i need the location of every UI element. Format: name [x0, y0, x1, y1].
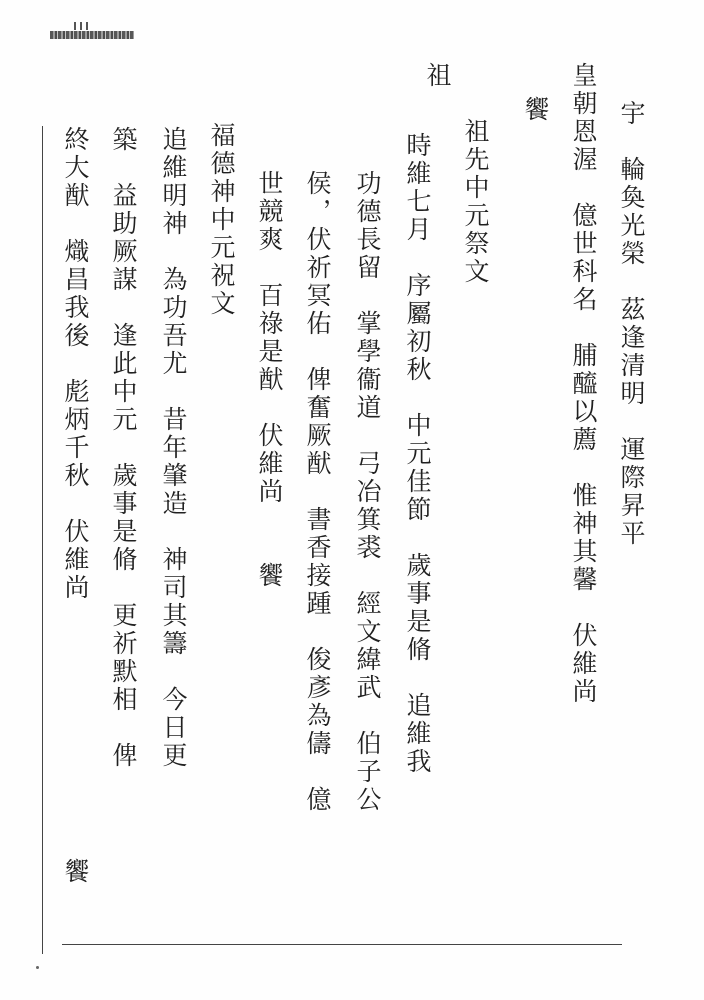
text-column-6: 時維七月 序屬初秋 中元佳節 歲事是脩 追維我: [403, 132, 432, 776]
text-column-7: 功德長留 掌學衞道 弓冶箕裘 經文緯武 伯子公: [353, 170, 382, 814]
text-column-10: 福德神中元祝文: [207, 122, 236, 318]
ink-speck: [36, 966, 39, 969]
margin-rule-bottom: [62, 944, 622, 945]
text-column-3: 饗: [521, 96, 550, 124]
text-column-12: 築 益助厥謀 逢此中元 歲事是脩 更祈默相 俾: [109, 126, 138, 770]
margin-rule-left: [42, 126, 43, 954]
header-tick: [86, 22, 88, 30]
text-column-1: 宇 輪奐光榮 茲逢清明 運際昇平: [617, 100, 646, 548]
text-column-9: 世競爽 百祿是猷 伏維尚 饗: [255, 170, 284, 590]
header-tick: [74, 22, 76, 30]
text-column-8: 侯，伏祈冥佑 俾奮厥猷 書香接踵 俊彥為儔 億: [303, 170, 332, 814]
text-column-13: 終大猷 熾昌我後 彪炳千秋 伏維尚: [61, 126, 90, 602]
text-column-4: 祖: [423, 62, 452, 90]
page-header-mark: [50, 22, 134, 40]
header-bar: [50, 31, 134, 39]
text-column-14: 饗: [61, 858, 90, 886]
header-tick: [80, 22, 82, 30]
text-column-2: 皇朝恩渥 億世科名 脯醯以薦 惟神其馨 伏維尚: [569, 62, 598, 706]
text-column-11: 追維明神 為功吾尤 昔年肇造 神司其籌 今日更: [159, 126, 188, 770]
text-column-5: 祖先中元祭文: [461, 118, 490, 286]
